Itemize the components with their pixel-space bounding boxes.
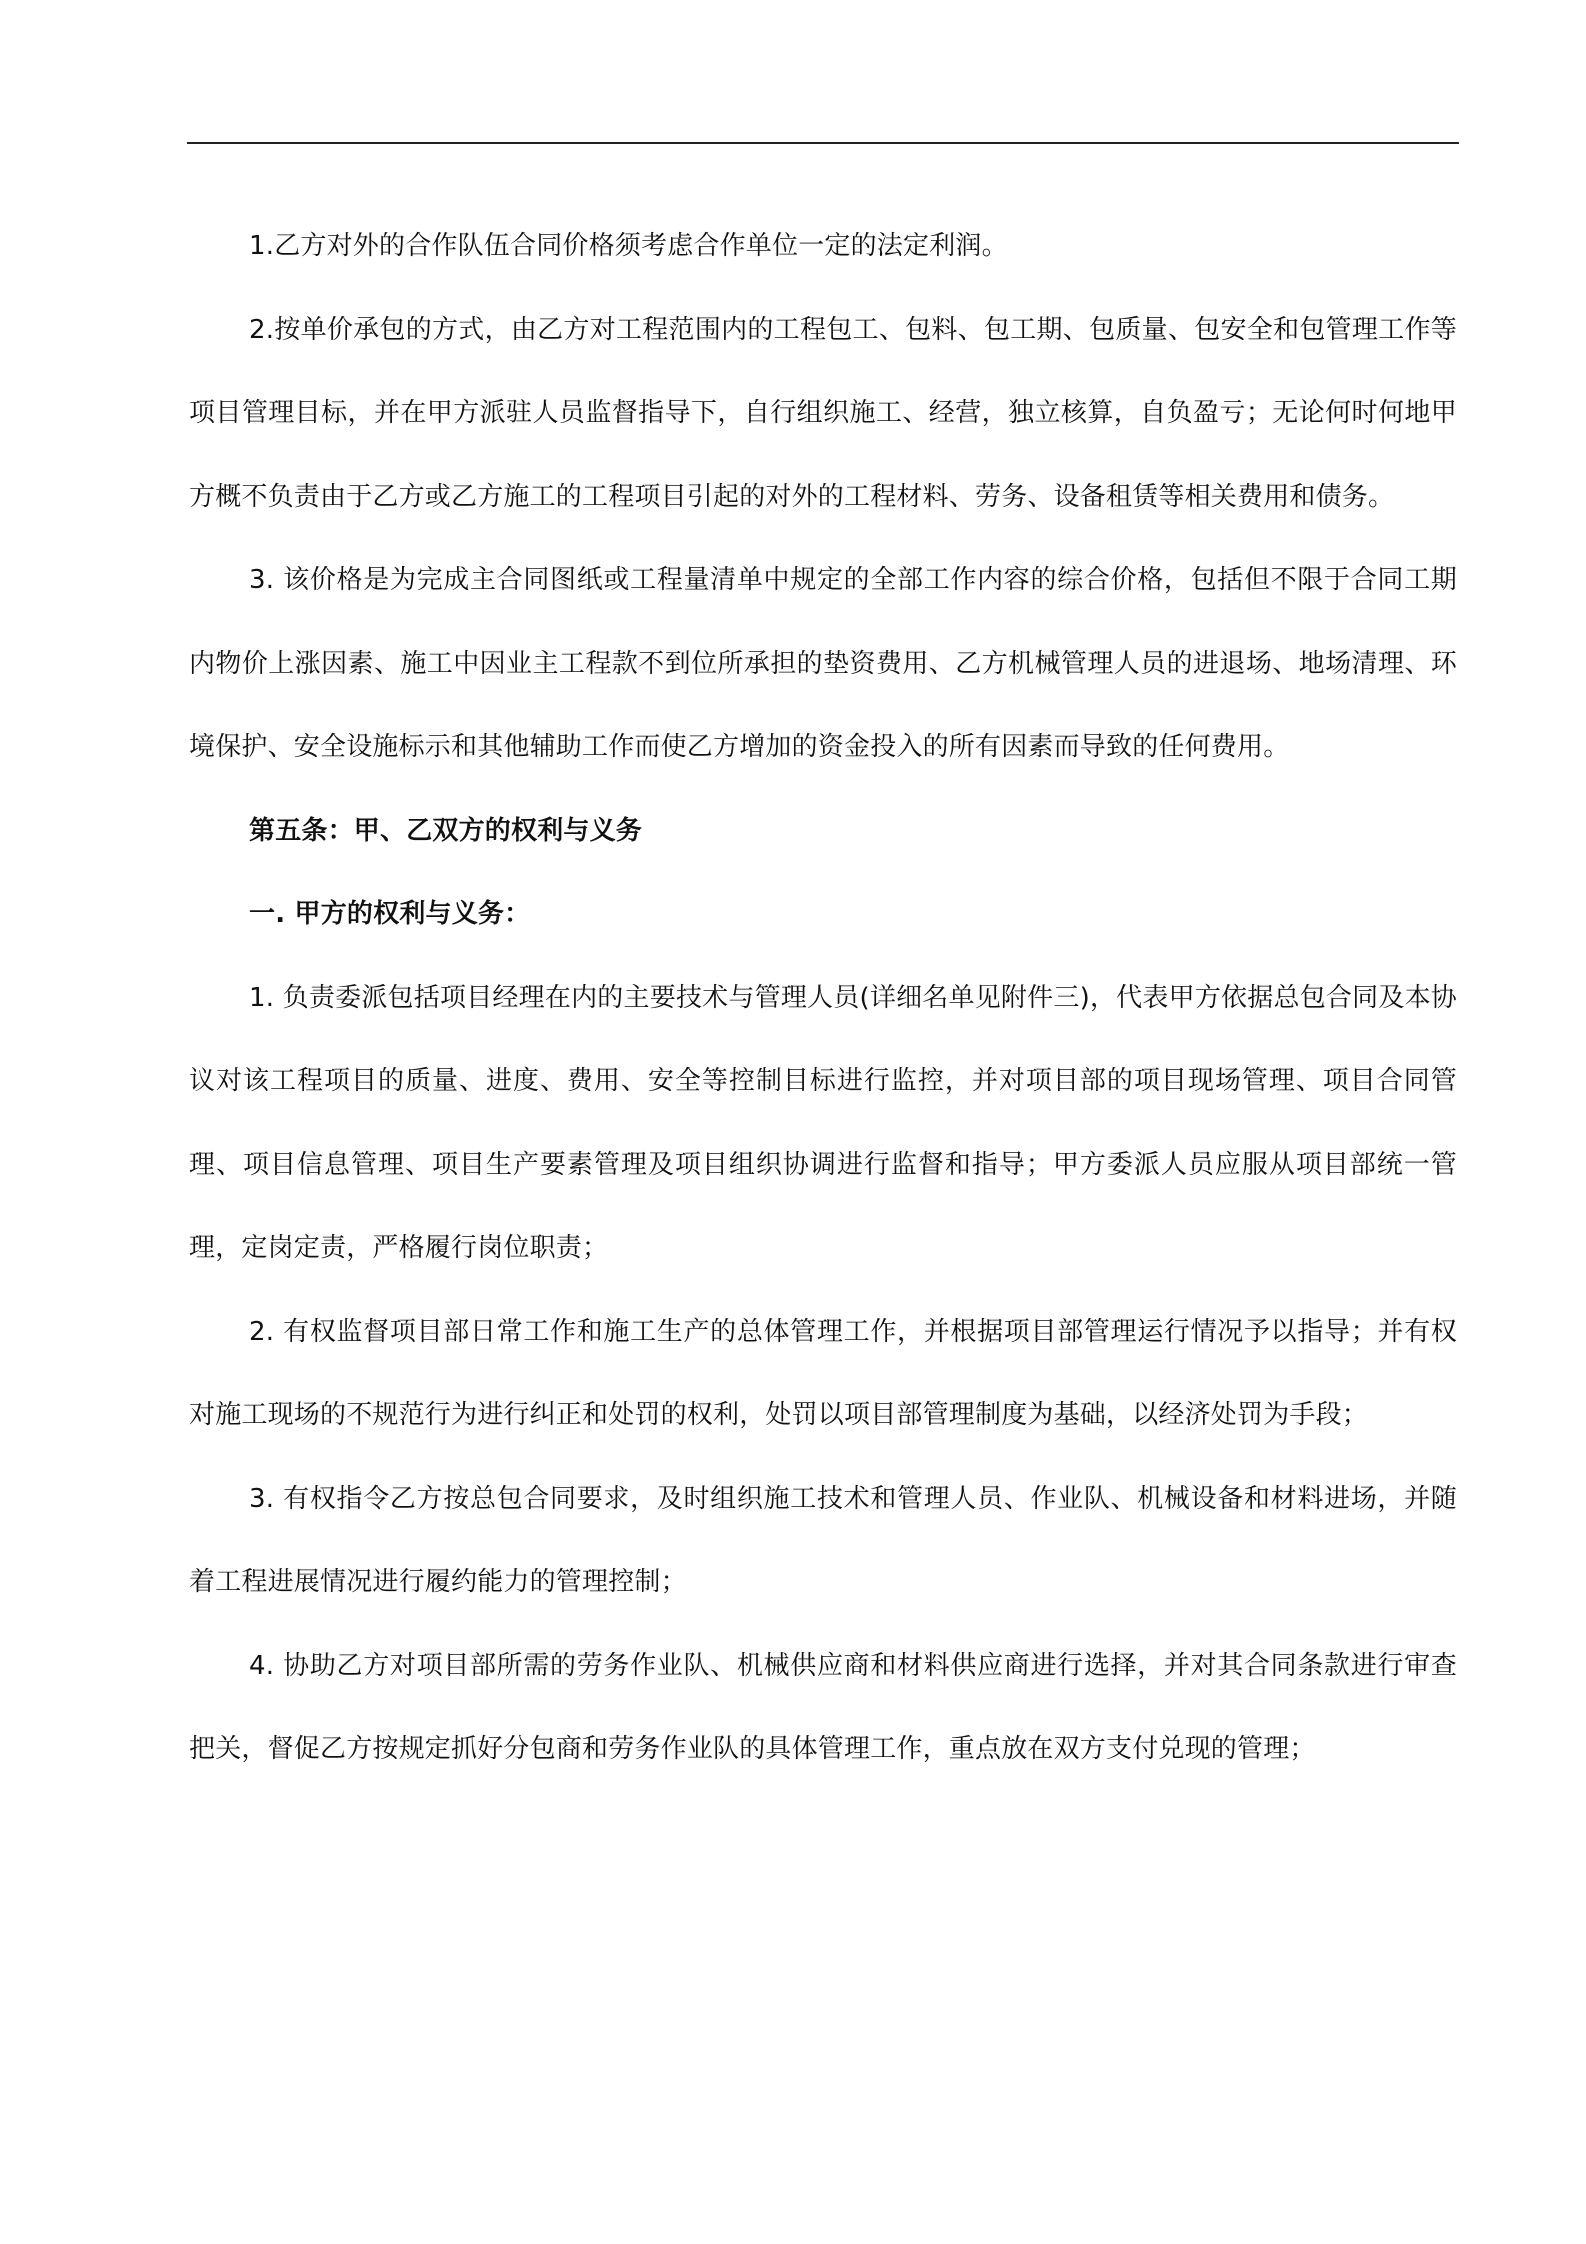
party-a-item-1: 1. 负责委派包括项目经理在内的主要技术与管理人员(详细名单见附件三)，代表甲方依据总包合同及本协议对该工程项目的质量、进度、费用、安全等控制目标进行监控，并对项目部的项目现场管理、项目合同管理、项目信息管理、项目生产要素管理及项目组织协调进行监督和指导；甲方委派人员应服从项目部统一管理，定岗定责，严格履行岗位职责； bbox=[189, 982, 1457, 1263]
document-body bbox=[189, 205, 1457, 1792]
party-a-item-4: 4. 协助乙方对项目部所需的劳务作业队、机械供应商和材料供应商进行选择，并对其合同条款进行审查把关，督促乙方按规定抓好分包商和劳务作业队的具体管理工作，重点放在双方支付兑现的管理； bbox=[189, 1650, 1457, 1764]
party-a-rights-heading: 一. 甲方的权利与义务： bbox=[249, 899, 531, 929]
clause-1-profit: 1.乙方对外的合作队伍合同价格须考虑合作单位一定的法定利润。 bbox=[249, 231, 1008, 261]
header-rule bbox=[187, 142, 1459, 144]
party-a-item-3: 3. 有权指令乙方按总包合同要求，及时组织施工技术和管理人员、作业队、机械设备和材料进场，并随着工程进展情况进行履约能力的管理控制； bbox=[189, 1483, 1457, 1597]
clause-2-unit-price-contract: 2.按单价承包的方式，由乙方对工程范围内的工程包工、包料、包工期、包质量、包安全和包管理工作等项目管理目标，并在甲方派驻人员监督指导下，自行组织施工、经营，独立核算，自负盈亏；无论何时何地甲方概不负责由于乙方或乙方施工的工程项目引起的对外的工程材料、劳务、设备租赁等相关费用和债务。 bbox=[189, 314, 1457, 512]
article-5-heading: 第五条：甲、乙双方的权利与义务 bbox=[249, 815, 643, 846]
clause-3-comprehensive-price: 3. 该价格是为完成主合同图纸或工程量清单中规定的全部工作内容的综合价格，包括但不限于合同工期内物价上涨因素、施工中因业主工程款不到位所承担的垫资费用、乙方机械管理人员的进退场、地场清理、环境保护、安全设施标示和其他辅助工作而使乙方增加的资金投入的所有因素而导致的任何费用。 bbox=[189, 565, 1457, 762]
party-a-item-2: 2. 有权监督项目部日常工作和施工生产的总体管理工作，并根据项目部管理运行情况予以指导；并有权对施工现场的不规范行为进行纠正和处罚的权利，处罚以项目部管理制度为基础，以经济处罚为手段； bbox=[189, 1316, 1457, 1430]
